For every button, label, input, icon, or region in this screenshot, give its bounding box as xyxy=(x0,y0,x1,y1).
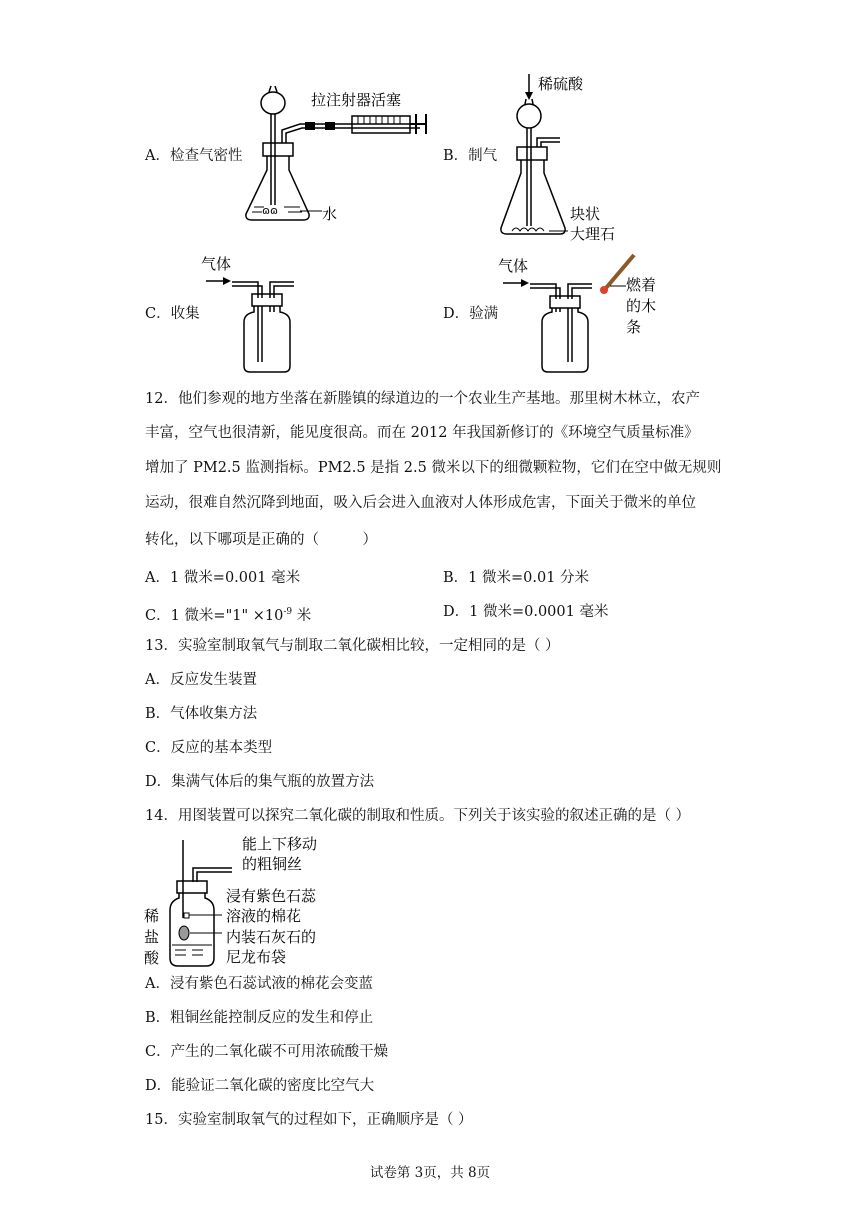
q12-line-2: 丰富，空气也很清新，能见度很高。而在 2012 年我国新修订的《环境空气质量标准》 xyxy=(145,425,699,441)
label-acid-2: 盐 xyxy=(144,928,160,946)
label-stick-2: 的木 xyxy=(626,297,657,315)
option-12-c-unit: 米 xyxy=(292,607,312,624)
label-stick-1: 燃着 xyxy=(626,276,657,294)
option-14-c: C．产生的二氧化碳不可用浓硫酸干燥 xyxy=(145,1044,389,1060)
option-13-a: A．反应发生装置 xyxy=(145,672,257,688)
option-14-a: A．浸有紫色石蕊试液的棉花会变蓝 xyxy=(145,976,373,992)
label-acid-1: 稀 xyxy=(144,907,160,925)
label-cotton-1: 浸有紫色石蕊 xyxy=(226,887,317,905)
option-11-d: D．验满 xyxy=(443,306,499,322)
option-13-c: C．反应的基本类型 xyxy=(145,740,273,756)
label-gas-d: 气体 xyxy=(498,257,529,275)
label-acid-3: 酸 xyxy=(144,949,160,967)
option-14-b: B．粗铜丝能控制反应的发生和停止 xyxy=(145,1010,374,1026)
q12-line-4: 运动，很难自然沉降到地面，吸入后会进入血液对人体形成危害，下面关于微米的单位 xyxy=(145,495,696,511)
label-gas-c: 气体 xyxy=(201,255,232,273)
option-13-b: B．气体收集方法 xyxy=(145,706,258,722)
option-11-c: C．收集 xyxy=(145,306,200,322)
label-stick-3: 条 xyxy=(626,318,642,336)
page-footer: 试卷第 3页，共 8页 xyxy=(369,1165,491,1181)
option-12-a: A．1 微米=0.001 毫米 xyxy=(145,570,301,586)
label-dilute-sulfuric-acid: 稀硫酸 xyxy=(538,75,584,93)
label-marble-2: 大理石 xyxy=(570,225,616,243)
q12-line-3: 增加了 PM2.5 监测指标。PM2.5 是指 2.5 微米以下的细微颗粒物，它们在空中做无规则 xyxy=(145,460,722,476)
option-14-d: D．能验证二氧化碳的密度比空气大 xyxy=(145,1078,375,1094)
label-syringe: 拉注射器活塞 xyxy=(311,91,402,109)
q12-line-5: 转化，以下哪项是正确的（ ） xyxy=(145,532,377,548)
option-12-c-base: C．1 微米="1" ×10 xyxy=(145,607,284,624)
option-12-b: B．1 微米=0.01 分米 xyxy=(443,570,590,586)
label-bag-1: 内装石灰石的 xyxy=(226,928,317,946)
label-marble-1: 块状 xyxy=(570,205,601,223)
option-12-d: D．1 微米=0.0001 毫米 xyxy=(443,604,609,620)
q12-line-1: 12．他们参观的地方坐落在新塍镇的绿道边的一个农业生产基地。那里树木林立，农产 xyxy=(145,391,700,407)
label-copper-wire-1: 能上下移动 xyxy=(242,835,318,853)
q15-stem: 15．实验室制取氧气的过程如下，正确顺序是（ ） xyxy=(145,1112,473,1128)
option-11-a: A．检查气密性 xyxy=(145,148,243,164)
label-bag-2: 尼龙布袋 xyxy=(226,948,287,966)
option-13-d: D．集满气体后的集气瓶的放置方法 xyxy=(145,774,375,790)
option-12-c-exponent: -9 xyxy=(283,607,293,617)
label-copper-wire-2: 的粗铜丝 xyxy=(242,855,303,873)
q14-stem: 14．用图装置可以探究二氧化碳的制取和性质。下列关于该实验的叙述正确的是（ ） xyxy=(145,808,691,824)
option-11-b: B．制气 xyxy=(443,148,498,164)
label-water: 水 xyxy=(322,205,338,223)
label-cotton-2: 溶液的棉花 xyxy=(226,907,302,925)
svg-text:ɷɷ: ɷɷ xyxy=(262,204,279,217)
q13-stem: 13．实验室制取氧气与制取二氧化碳相比较，一定相同的是（ ） xyxy=(145,638,560,654)
